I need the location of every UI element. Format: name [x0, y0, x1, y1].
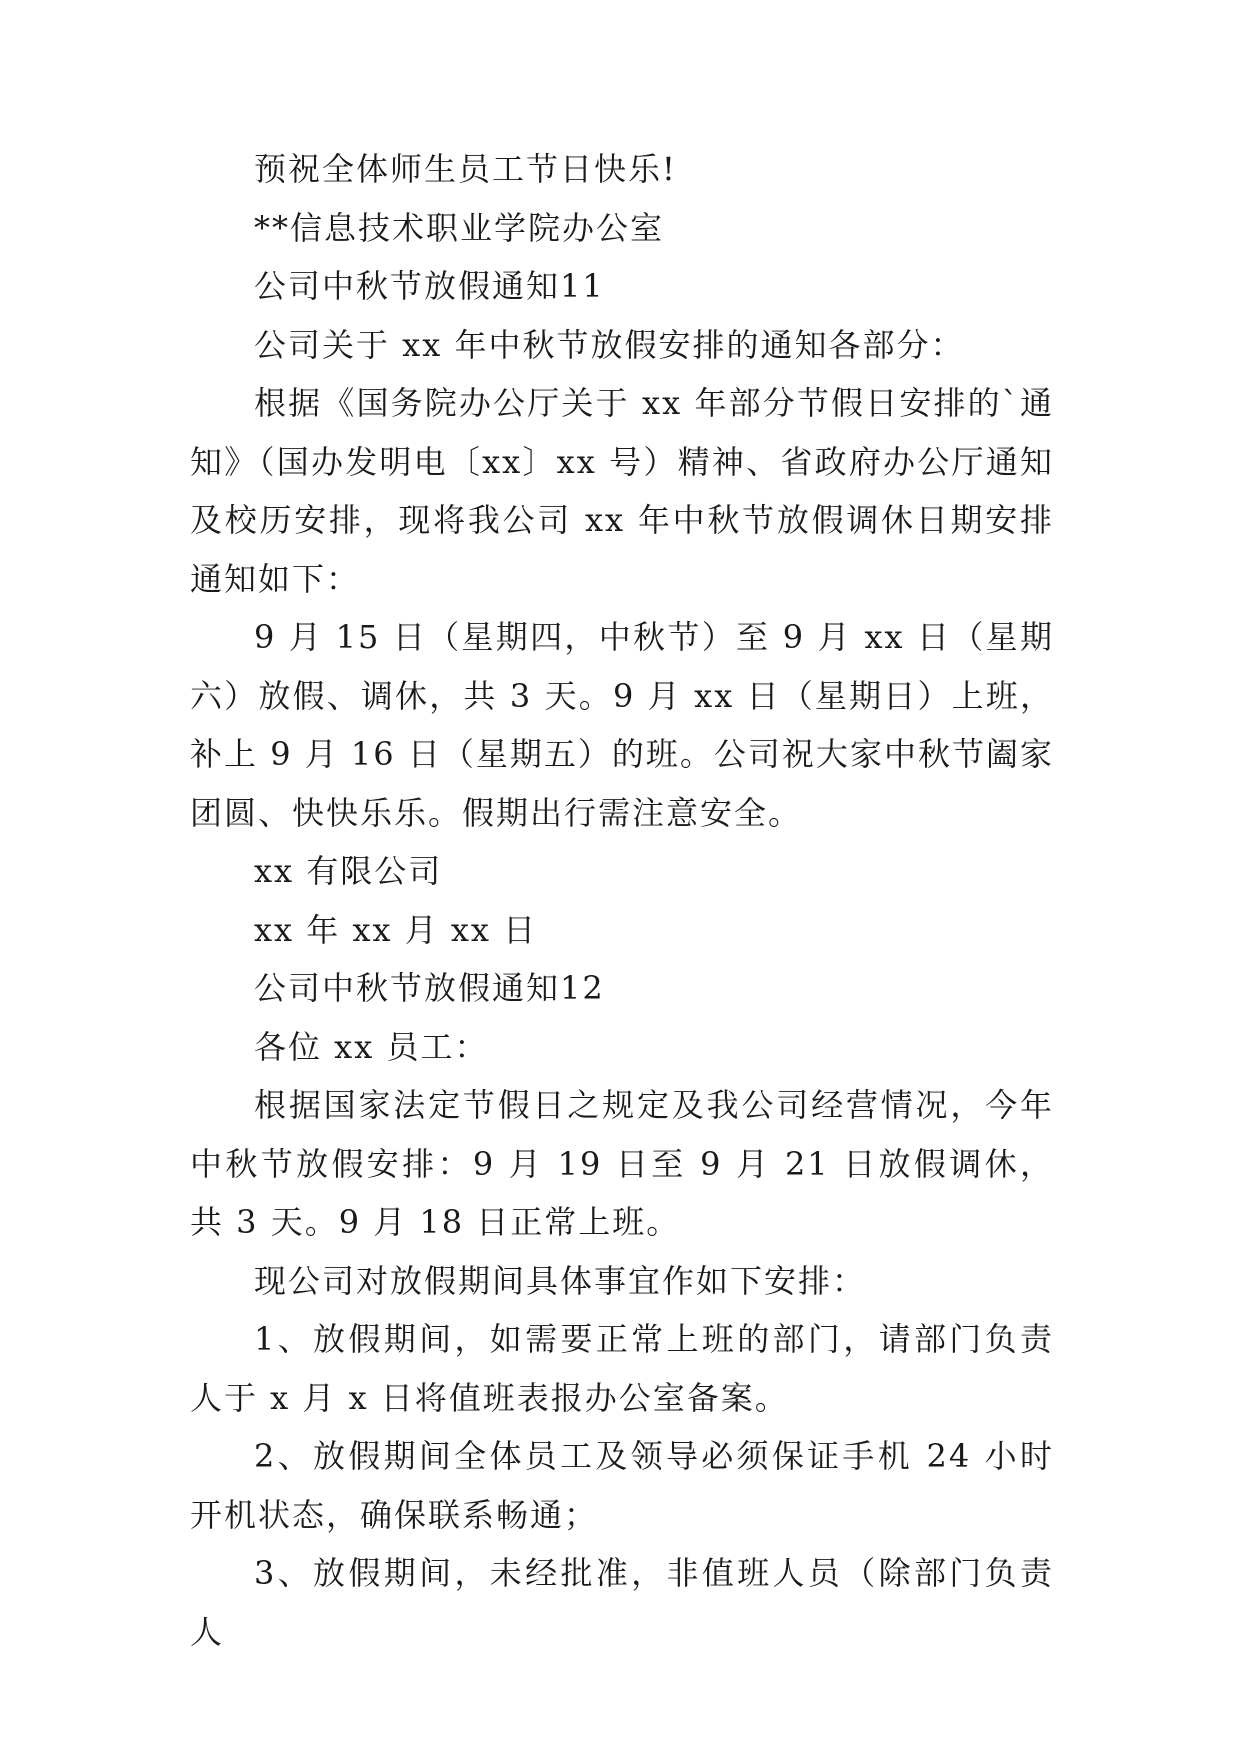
signature-date: xx 年 xx 月 xx 日	[254, 910, 538, 949]
closing-greeting: 预祝全体师生员工节日快乐!	[254, 150, 677, 188]
salutation: 各位 xx 员工：	[254, 1027, 489, 1066]
notice-title-12: 公司中秋节放假通知12	[254, 969, 605, 1007]
arrangement-intro: 现公司对放假期间具体事宜作如下安排：	[254, 1261, 867, 1300]
notice-heading: 公司关于 xx 年中秋节放假安排的通知各部分：	[254, 325, 965, 364]
arrangement-item-3: 3、放假期间，未经批准，非值班人员（除部门负责人	[190, 1554, 1054, 1651]
signature-company: xx 有限公司	[254, 852, 443, 890]
notice-basis-paragraph: 根据《国务院办公厅关于 xx 年部分节假日安排的`通知》（国办发明电〔xx〕xx 号）精神、省政府办公厅通知及校历安排，现将我公司 xx 年中秋节放假调休日期安排通知如下：	[190, 384, 1054, 598]
notice-title-11: 公司中秋节放假通知11	[254, 267, 605, 305]
arrangement-item-1: 1、放假期间，如需要正常上班的部门，请部门负责人于 x 月 x 日将值班表报办公室备案。	[190, 1320, 1054, 1417]
holiday-schedule-paragraph: 9 月 15 日（星期四，中秋节）至 9 月 xx 日（星期六）放假、调休，共 3 天。9 月 xx 日（星期日）上班，补上 9 月 16 日（星期五）的班。公司祝大家中秋节阖家团圆、快快乐乐。假期出行需注意安全。	[190, 618, 1054, 832]
holiday-arrangement-paragraph: 根据国家法定节假日之规定及我公司经营情况，今年中秋节放假安排：9 月 19 日至 9 月 21 日放假调休，共 3 天。9 月 18 日正常上班。	[190, 1086, 1054, 1241]
arrangement-item-2: 2、放假期间全体员工及领导必须保证手机 24 小时开机状态，确保联系畅通；	[190, 1437, 1054, 1534]
document-page	[190, 140, 1054, 1661]
signature-office: **信息技术职业学院办公室	[254, 208, 665, 247]
